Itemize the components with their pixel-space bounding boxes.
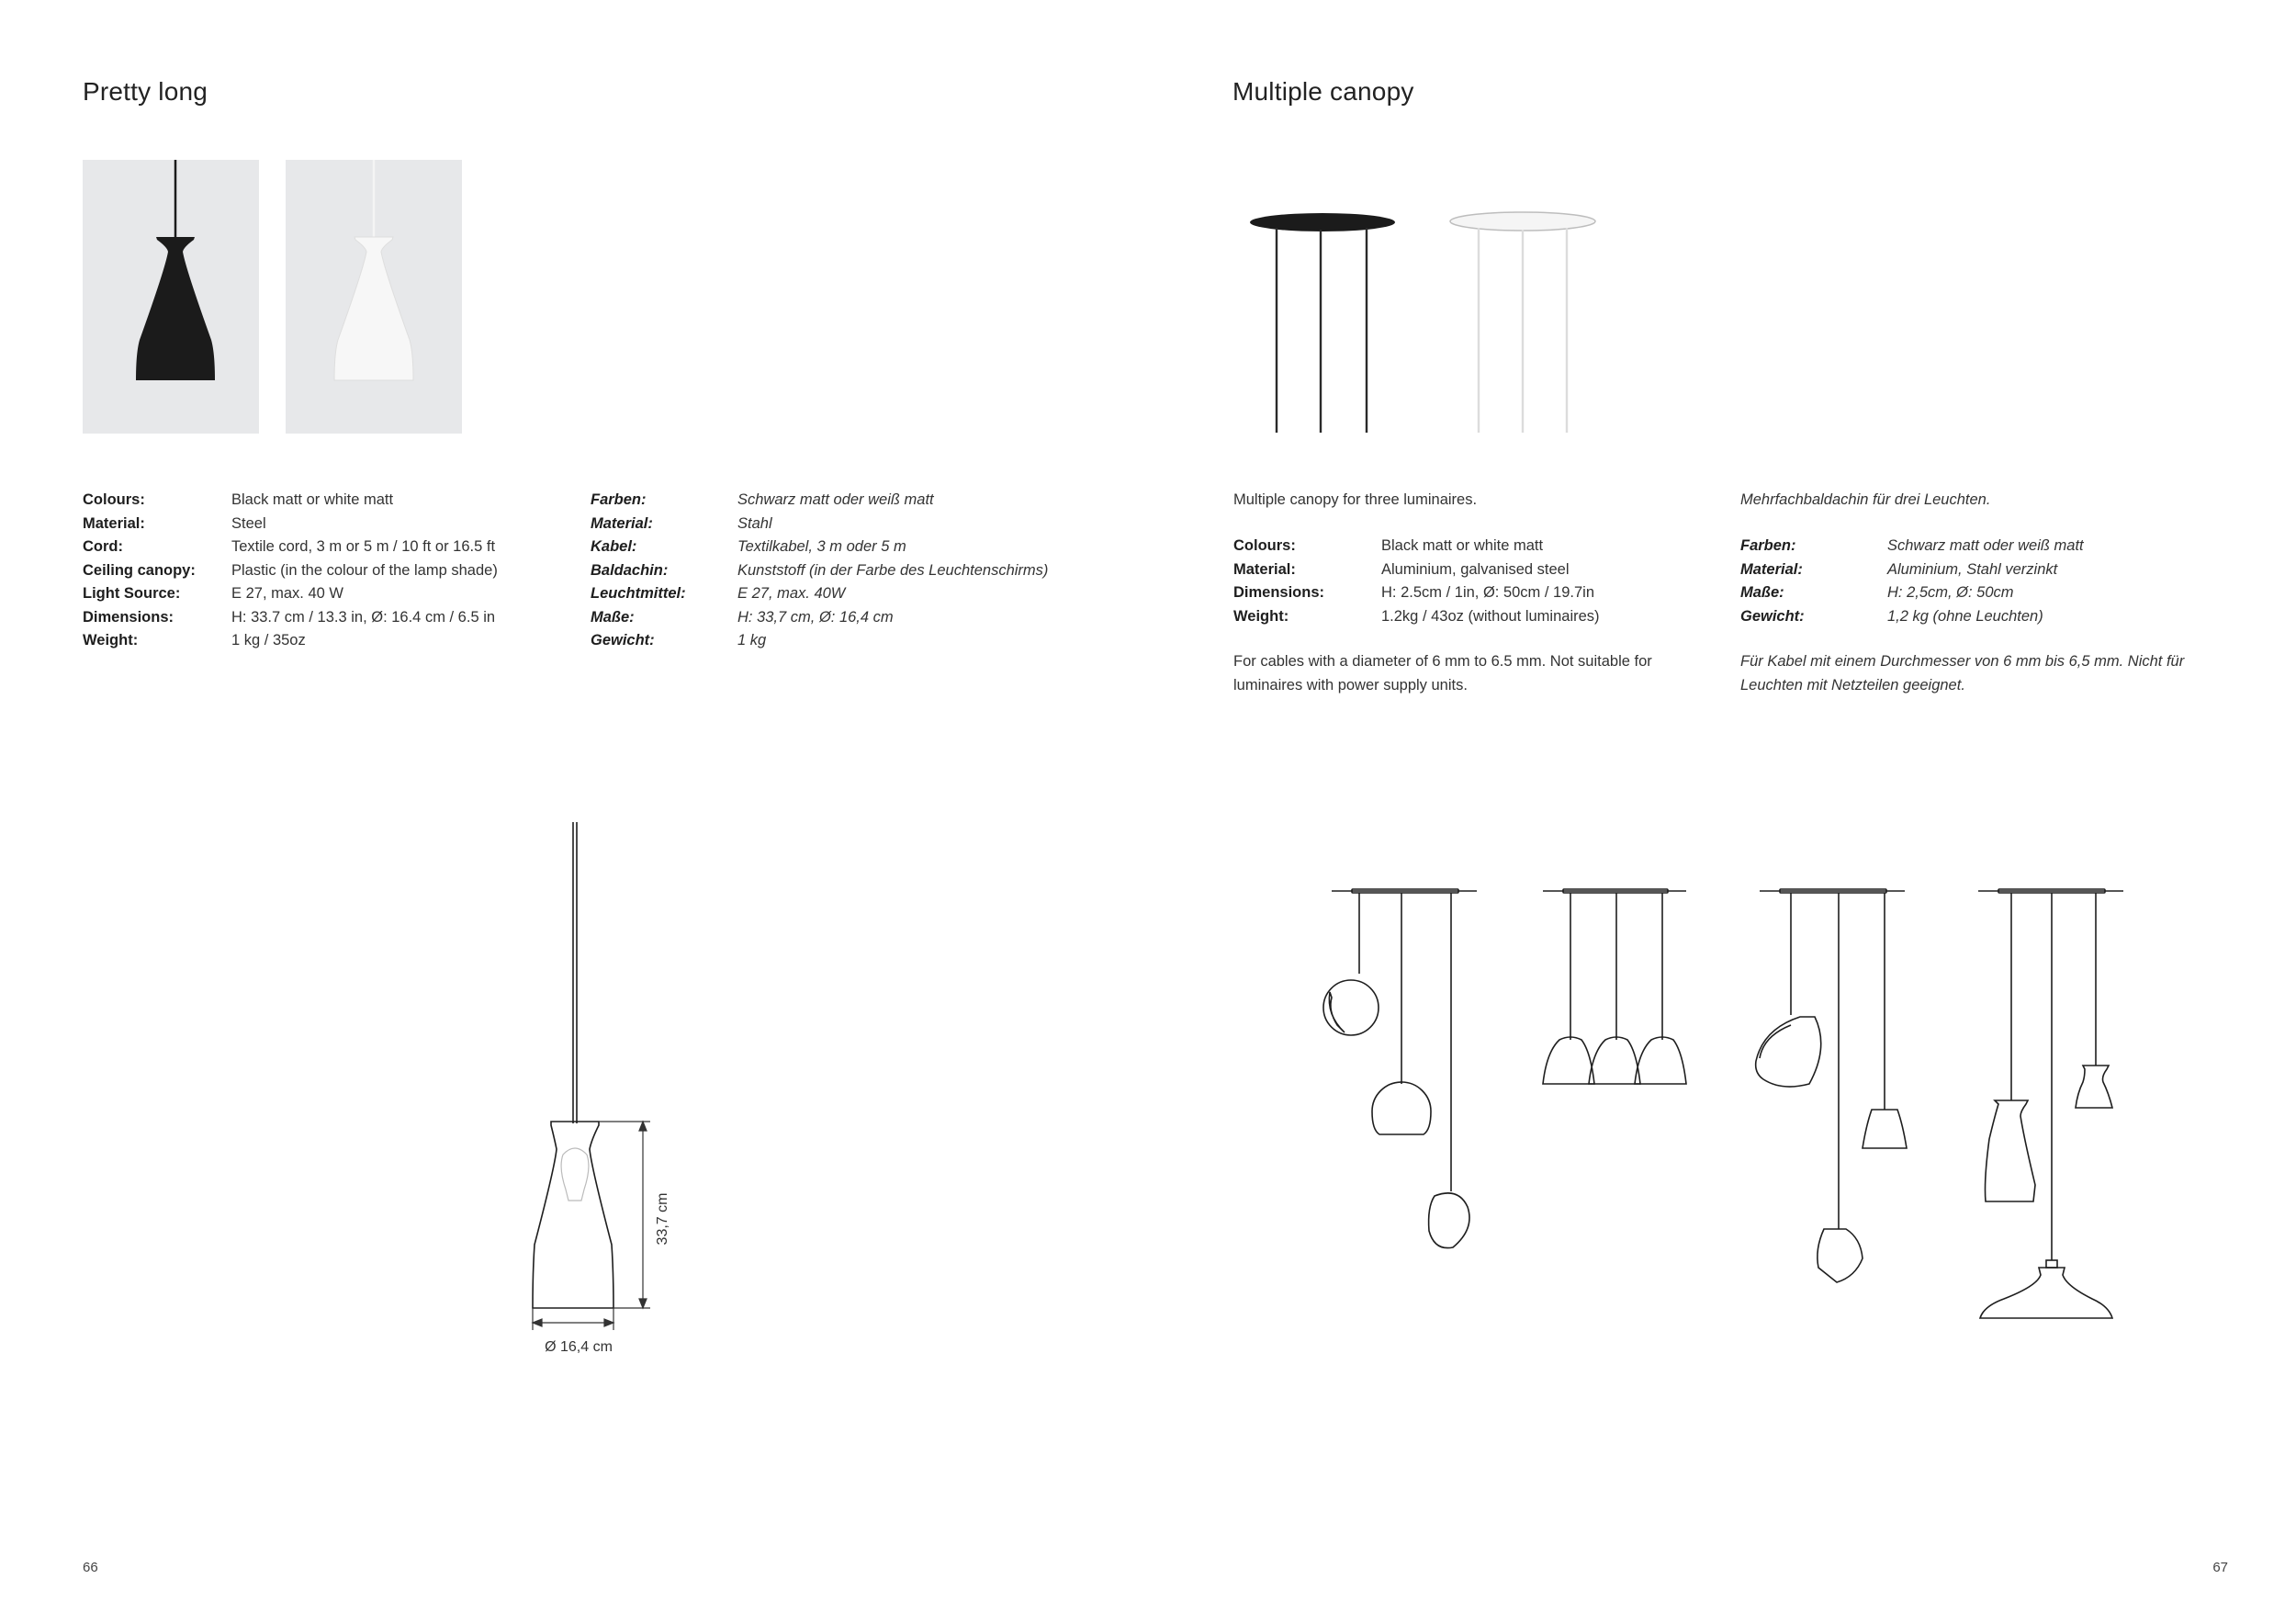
left-specs-en (83, 489, 498, 653)
right-specs-en (1233, 535, 1600, 628)
diameter-dimension-label: Ø 16,4 cm (545, 1339, 613, 1355)
intro-de: Mehrfachbaldachin für drei Leuchten. (1740, 491, 1991, 508)
black-lamp-photo (83, 160, 259, 434)
pretty-long-technical-drawing (496, 822, 680, 1373)
spec-row: Dimensions: H: 33.7 cm / 13.3 in, Ø: 16.4 cm / 6.5 in (83, 608, 496, 626)
white-pendant-lamp-image (286, 160, 462, 434)
spec-row: Farben: Schwarz matt oder weiß matt (591, 491, 934, 508)
right-specs-de (1740, 535, 2084, 628)
spec-row: Colours: Black matt or white matt (83, 491, 394, 508)
spec-row: Baldachin: Kunststoff (in der Farbe des Leuchtenschirms) (591, 561, 1049, 579)
spec-row: Maße: H: 33,7 cm, Ø: 16,4 cm (591, 608, 894, 626)
spec-row: Material: Steel (83, 514, 266, 532)
canopy-config-4-drawing (1978, 889, 2123, 1318)
spec-row: Gewicht: 1 kg (591, 632, 767, 648)
left-page-title: Pretty long (83, 77, 208, 106)
multiple-canopy-photos (1231, 202, 1616, 441)
spec-row: Gewicht: 1,2 kg (ohne Leuchten) (1740, 607, 2043, 625)
spec-row: Material: Aluminium, Stahl verzinkt (1740, 560, 2058, 578)
canopy-config-3-drawing (1756, 889, 1907, 1282)
spec-row: Light Source: E 27, max. 40 W (83, 585, 343, 602)
spec-row: Leuchtmittel: E 27, max. 40W (591, 585, 846, 602)
left-specs-de (591, 489, 1048, 653)
spec-row: Weight: 1 kg / 35oz (83, 632, 306, 648)
canopy-config-1-drawing (1323, 889, 1477, 1248)
spec-row: Maße: H: 2,5cm, Ø: 50cm (1740, 584, 2014, 601)
spec-row: Material: Stahl (591, 514, 772, 532)
intro-en: Multiple canopy for three luminaires. (1233, 491, 1478, 508)
canopy-config-2-drawing (1543, 889, 1686, 1084)
right-page-title: Multiple canopy (1232, 77, 1414, 106)
canopy-configuration-drawings (1304, 863, 2131, 1341)
spec-row: Ceiling canopy: Plastic (in the colour of the lamp shade) (83, 561, 498, 579)
spec-row: Colours: Black matt or white matt (1233, 537, 1544, 554)
black-pendant-lamp-image (83, 160, 259, 434)
spec-row: Material: Aluminium, galvanised steel (1233, 560, 1570, 578)
black-canopy-image (1250, 213, 1395, 433)
white-canopy-image (1450, 212, 1595, 433)
height-dimension-label: 33,7 cm (655, 1192, 670, 1246)
spec-row: Dimensions: H: 2.5cm / 1in, Ø: 50cm / 19.7in (1233, 584, 1595, 601)
white-lamp-photo (286, 160, 462, 434)
spec-row: Farben: Schwarz matt oder weiß matt (1740, 537, 2084, 554)
spec-row: Kabel: Textilkabel, 3 m oder 5 m (591, 538, 906, 555)
page-number-left: 66 (83, 1560, 98, 1575)
spec-row: Weight: 1.2kg / 43oz (without luminaires) (1233, 607, 1600, 625)
page-number-right: 67 (2212, 1560, 2228, 1575)
cable-note-en: For cables with a diameter of 6 mm to 6.5 mm. Not suitable for luminaires with power supply units. (1233, 653, 1652, 694)
cable-note-de: Für Kabel mit einem Durchmesser von 6 mm bis 6,5 mm. Nicht für Leuchten mit Netzteilen geeignet. (1740, 653, 2185, 694)
spec-row: Cord: Textile cord, 3 m or 5 m / 10 ft or 16.5 ft (83, 538, 496, 555)
